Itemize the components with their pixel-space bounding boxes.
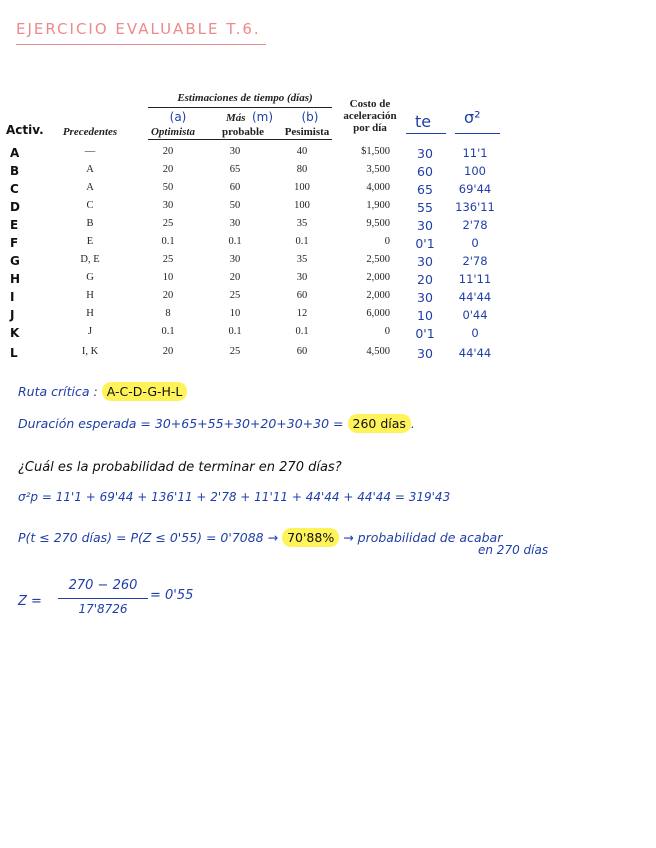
table-cell-te: 30 [417,290,433,305]
duracion-value: 260 días [348,414,411,433]
table-cell-m: 30 [229,146,241,157]
table-cell-te: 30 [417,254,433,269]
table-cell-cost: 6,000 [366,308,390,319]
table-cell-act: F [10,236,19,250]
prob-right1: → probabilidad de acabar [343,530,503,545]
table-cell-cost: 9,500 [366,218,390,229]
col-cost-header [335,98,405,134]
te-underline [406,133,446,134]
sigma-underline [455,133,500,134]
prob-right2: en 270 días [478,543,549,557]
table-cell-m: 60 [229,182,241,193]
table-cell-prec: G [86,272,94,283]
table-cell-te: 65 [417,182,433,197]
table-cell-cost: 2,000 [366,272,390,283]
table-cell-cost: $1,500 [361,146,390,157]
table-cell-s2: 44'44 [458,346,492,360]
table-cell-cost: 0 [384,236,390,247]
prob-left: P(t ≤ 270 días) = P(Z ≤ 0'55) = 0'7088 → [18,530,279,545]
table-cell-m: 0.1 [228,236,242,247]
table-cell-m: 50 [229,200,241,211]
table-cell-a: 0.1 [161,326,175,337]
table-cell-s2: 100 [464,164,486,178]
col-opt-header: Optimista [150,126,195,138]
table-cell-s2: 11'1 [462,146,488,160]
table-cell-prec: A [86,182,94,193]
table-cell-b: 30 [296,272,308,283]
col-opt-tag: (a) [169,110,187,124]
table-cell-a: 20 [162,164,174,175]
z-result: = 0'55 [150,588,194,603]
table-cell-m: 20 [229,272,241,283]
table-cell-act: K [10,326,20,340]
table-cell-cost: 4,500 [366,346,390,357]
table-cell-b: 35 [296,218,308,229]
table-cell-prec: A [86,164,94,175]
table-cell-a: 20 [162,346,174,357]
table-cell-act: A [10,146,20,160]
table-cell-te: 30 [417,346,433,361]
table-cell-m: 25 [229,290,241,301]
table-cell-s2: 0 [471,236,479,250]
table-cell-a: 25 [162,254,174,265]
table-cell-s2: 0 [471,326,479,340]
table-cell-act: E [10,218,19,232]
table-cell-a: 25 [162,218,174,229]
table-cell-s2: 136'11 [455,200,495,214]
title-underline [16,44,266,45]
table-cell-te: 30 [417,146,433,161]
table-cell-m: 25 [229,346,241,357]
table-cell-te: 0'1 [415,236,435,251]
table-cell-prec: C [86,200,94,211]
table-cell-s2: 69'44 [458,182,492,196]
table-cell-te: 20 [417,272,433,287]
z-fraction-bar [58,598,148,599]
col-cost-line1: Costo de [349,98,391,110]
table-cell-cost: 2,500 [366,254,390,265]
table-cell-te: 55 [417,200,433,215]
table-cell-b: 60 [296,346,308,357]
sigma-p-line: σ²p = 11'1 + 69'44 + 136'11 + 2'78 + 11'11 + 44'44 + 44'44 = 319'43 [18,490,451,504]
table-cell-cost: 4,000 [366,182,390,193]
table-cell-a: 8 [165,308,171,319]
pregunta: ¿Cuál es la probabilidad de terminar en 270 días? [18,460,342,475]
table-cell-b: 35 [296,254,308,265]
table-cell-te: 30 [417,218,433,233]
col-prob-header: probable [222,126,264,138]
table-cell-a: 50 [162,182,174,193]
table-cell-cost: 3,500 [366,164,390,175]
table-cell-m: 65 [229,164,241,175]
table-cell-b: 12 [296,308,308,319]
group-header-rule [148,107,332,108]
table-cell-act: I [10,290,15,304]
col-prec-header: Precedentes [62,126,118,138]
table-cell-prec: I, K [81,346,99,357]
z-numerator: 270 − 260 [68,578,138,593]
table-cell-cost: 0 [384,326,390,337]
col-prob-tag-b: (m) [252,110,274,124]
table-cell-b: 0.1 [295,326,309,337]
duracion-end: . [410,416,415,431]
col-prob-tag-a: Más [226,112,246,124]
table-cell-prec: H [86,290,94,301]
table-cell-act: B [10,164,20,178]
col-sigma-header: σ² [464,108,481,127]
col-pes-header: Pesimista [284,126,330,138]
table-cell-s2: 2'78 [462,254,488,268]
table-cell-m: 0.1 [228,326,242,337]
z-label: Z = [18,594,42,609]
table-cell-cost: 2,000 [366,290,390,301]
table-cell-s2: 2'78 [462,218,488,232]
col-activ-header: Activ. [6,123,44,137]
col-te-header: te [415,112,432,131]
table-cell-b: 60 [296,290,308,301]
table-cell-b: 40 [296,146,308,157]
table-cell-act: G [10,254,20,268]
table-cell-a: 10 [162,272,174,283]
table-cell-a: 20 [162,146,174,157]
table-cell-prec: B [86,218,94,229]
table-cell-te: 0'1 [415,326,435,341]
table-cell-s2: 11'11 [458,272,492,286]
ruta-critica-label: Ruta crítica : [18,384,98,399]
table-cell-te: 10 [417,308,433,323]
table-cell-a: 20 [162,290,174,301]
ruta-critica-value: A-C-D-G-H-L [102,382,188,401]
table-cell-act: L [10,346,18,360]
table-cell-b: 0.1 [295,236,309,247]
table-cell-b: 80 [296,164,308,175]
table-cell-cost: 1,900 [366,200,390,211]
table-cell-s2: 44'44 [458,290,492,304]
ruta-critica [18,384,187,399]
table-cell-prec: H [86,308,94,319]
prob-value: 70'88% [282,528,339,547]
table-cell-b: 100 [294,200,310,211]
table-cell-a: 0.1 [161,236,175,247]
table-cell-prec: E [86,236,94,247]
probability-line [18,530,502,545]
table-cell-m: 30 [229,218,241,229]
duracion-label: Duración esperada = 30+65+55+30+20+30+30 = [18,416,344,431]
col-cost-line3: por día [353,122,387,134]
table-cell-act: H [10,272,21,286]
table-cell-m: 30 [229,254,241,265]
table-cell-s2: 0'44 [462,308,488,322]
page-title: EJERCICIO EVALUABLE T.6. [16,20,261,38]
table-cell-te: 60 [417,164,433,179]
table-cell-prec: — [84,146,96,157]
table-cell-act: C [10,182,19,196]
z-denominator: 17'8726 [78,602,128,616]
table-cell-prec: D, E [80,254,100,265]
table-cell-act: D [10,200,20,214]
table-cell-prec: J [87,326,93,337]
table-cell-b: 100 [294,182,310,193]
col-cost-line2: aceleración [343,110,397,122]
table-cell-m: 10 [229,308,241,319]
table-cell-a: 30 [162,200,174,211]
group-header: Estimaciones de tiempo (días) [177,92,313,104]
col-pes-tag: (b) [301,110,319,124]
sub-header-rule [148,139,332,140]
duracion-esperada [18,416,415,431]
table-cell-act: J [10,308,15,322]
